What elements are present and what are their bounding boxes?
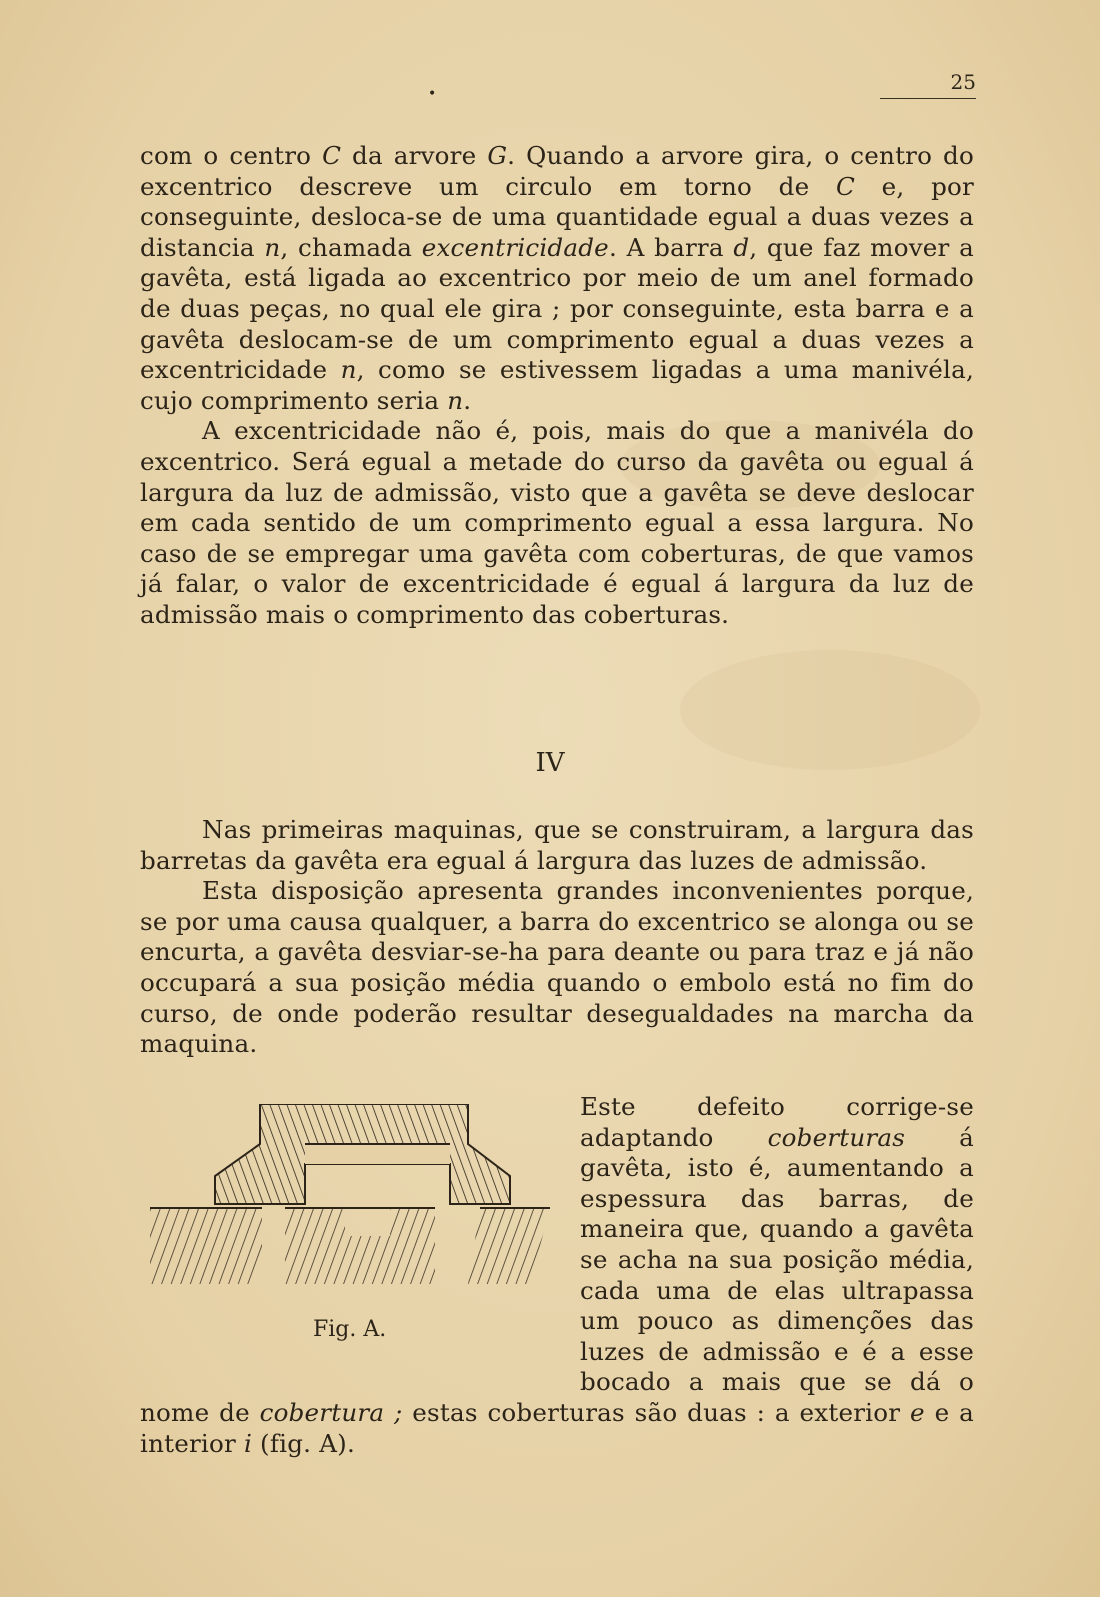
print-mark: • — [428, 86, 437, 102]
page-number: 25 — [880, 70, 976, 99]
paragraph-2: A excentricidade não é, pois, mais do que a manivéla do excentrico. Será egual a metade do curso da gavêta ou egual á largura da luz de admissão, visto que a gavêta se deve deslocar em cada sentido de um comprimento egual a essa largura. No caso de se empregar uma gavêta com coberturas, de que vamos já falar, o valor de excentricidade é egual á largura da luz de admissão mais o comprimento das coberturas. — [140, 416, 974, 629]
paragraph-3-4 — [140, 815, 974, 1060]
valve-seat — [150, 1208, 550, 1284]
slide-valve — [215, 1104, 510, 1204]
section-heading: IV — [535, 748, 565, 778]
paragraph-5: Este defeito corrige-se adaptando coberturas á gavêta, isto é, aumentando a espessura das barras, de maneira que, quando a gavêta se acha na sua posição média, cada uma de elas ultrapassa um pouco as dimenções das luzes de admissão e é a esse bocado a mais que se dá o nome de cobertura ; estas coberturas são duas : a exterior e e a interior i (fig. A). — [140, 1092, 975, 1458]
paragraph-1: com o centro C da arvore G. Quando a arvore gira, o centro do excentrico descreve um circulo em torno de C e, por conseguinte, desloca-se de uma quantidade egual a duas vezes a distancia n, chamada excentricidade. A barra d, que faz mover a gavêta, está ligada ao excentrico por meio de um anel formado de duas peças, no qual ele gira ; por conseguinte, esta barra e a gavêta deslocam-se de um comprimento egual a duas vezes a excentricidade n, como se estivessem ligadas a uma manivéla, cujo comprimento seria n. A excentricidade não é, pois, mais do que a manivéla do excentrico. Será egual a metade do curso da gavêta ou egual á largura da luz de admissão, visto que a gavêta se deve deslocar em cada sentido de um comprimento egual a essa largura. No caso de se empregar uma gavêta com coberturas, de que vamos já falar, o valor de excentricidade é egual á largura da luz de admissão mais o comprimento das coberturas. — [140, 141, 975, 629]
paragraph-4: Esta disposição apresenta grandes inconvenientes porque, se por uma causa qualquer, a barra do excentrico se alonga ou se encurta, a gavêta desviar-se-ha para deante ou para traz e já não occupará a sua posição média quando o embolo está no fim do curso, de onde poderão resultar desegualdades na marcha da maquina. — [140, 876, 974, 1059]
figure-caption: Fig. A. — [313, 1317, 387, 1342]
paragraph-3: Nas primeiras maquinas, que se construiram, a largura das barretas da gavêta era egual á largura das luzes de admissão. — [140, 815, 974, 875]
